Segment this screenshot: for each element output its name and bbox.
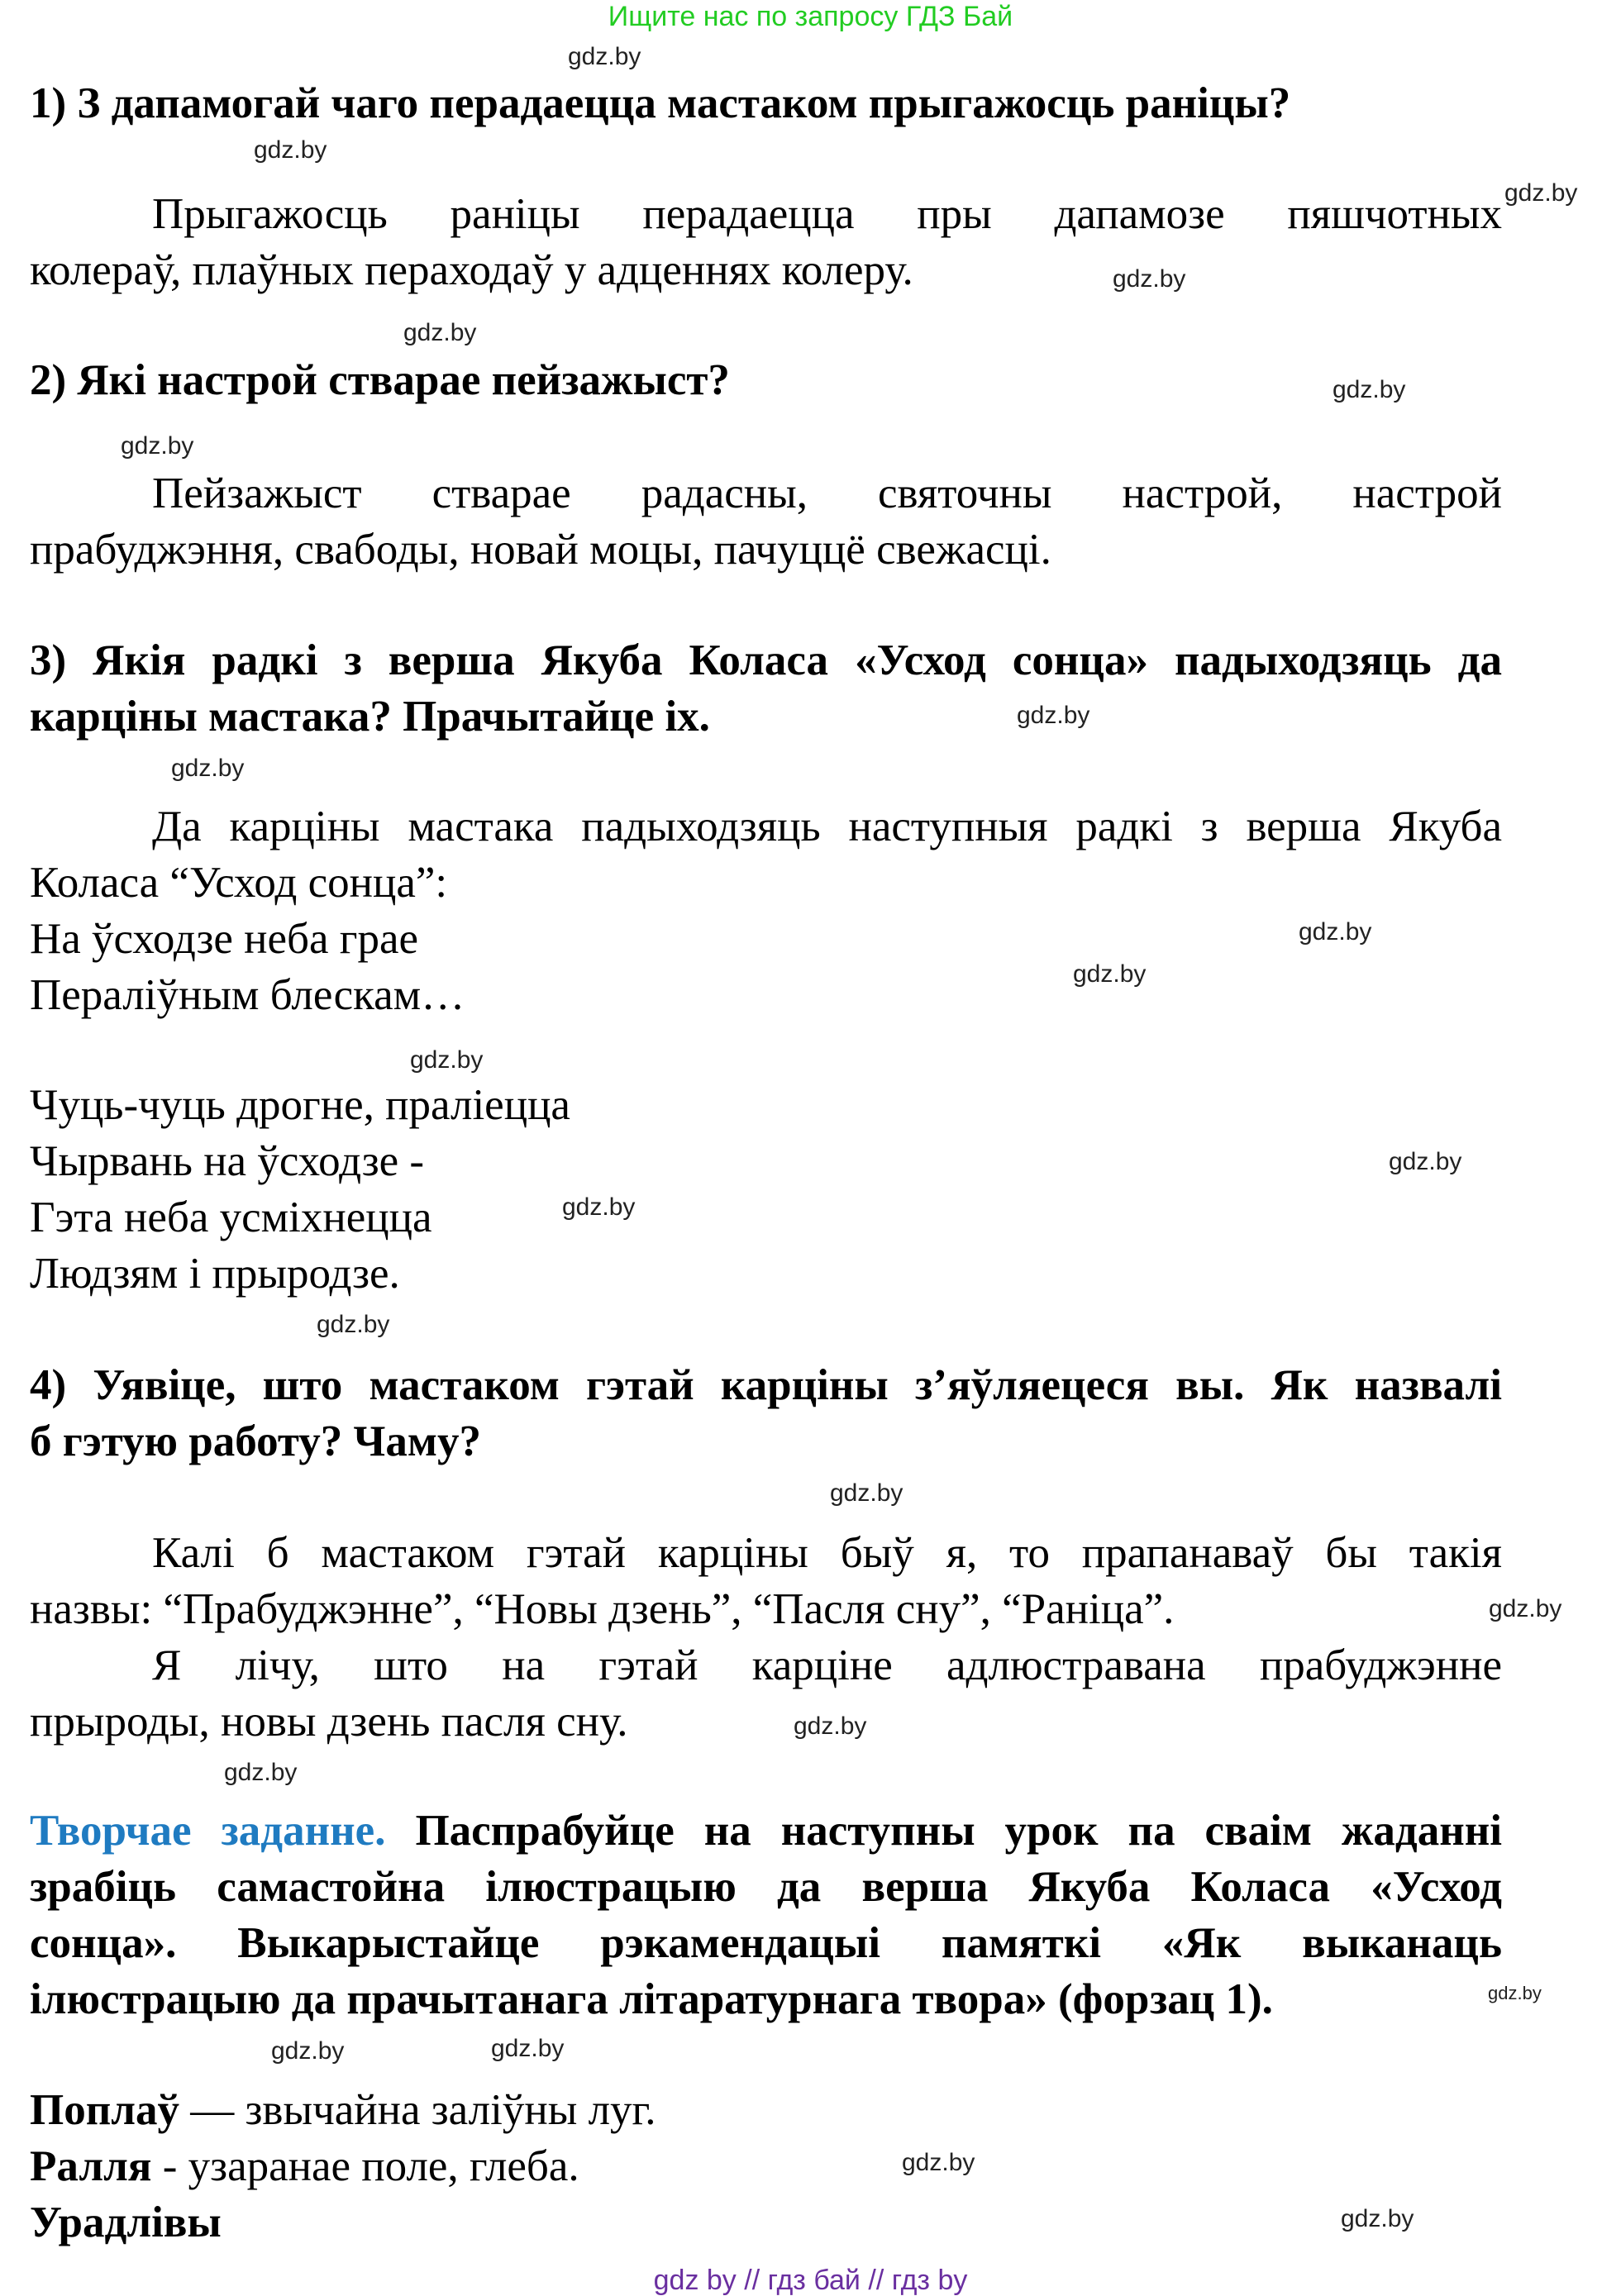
glossary-item	[30, 2138, 1502, 2194]
task-line: сонца». Выкарыстайце рэкамендацыі памяткі «Як выканаць	[30, 1919, 1502, 1967]
answer-line: прабуджэння, свабоды, новай моцы, пачуццё свежасці.	[30, 526, 1051, 574]
poem-stanza	[30, 1077, 1502, 1302]
watermark: gdz.by	[1333, 376, 1406, 403]
answer-2	[30, 465, 1502, 578]
watermark: gdz.by	[794, 1712, 867, 1740]
watermark: gdz.by	[403, 319, 477, 346]
watermark: gdz.by	[1073, 960, 1147, 988]
watermark: gdz.by	[410, 1046, 484, 1074]
question-3	[30, 632, 1502, 745]
task-text: Паспрабуйце на наступны урок па сваім жаданні	[415, 1807, 1503, 1855]
footer-links: gdz by // гдз бай // гдз by	[653, 2265, 968, 2296]
watermark: gdz.by	[1341, 2205, 1414, 2232]
question-4	[30, 1357, 1502, 1470]
watermark: gdz.by	[1489, 1595, 1562, 1622]
question-text: 3) Якія радкі з верша Якуба Коласа «Усход сонца» падыходзяць да	[30, 636, 1502, 684]
question-1	[30, 75, 1502, 131]
answer-line: Я лічу, што на гэтай карціне адлюстравана прабуджэнне	[152, 1641, 1502, 1689]
task-line	[30, 1803, 1502, 1859]
answer-line: Да карціны мастака падыходзяць наступныя радкі з верша Якуба	[152, 803, 1502, 850]
poem-line: Гэта неба усміхнецца	[30, 1193, 432, 1241]
watermark: gdz.by	[562, 1193, 636, 1221]
watermark: gdz.by	[224, 1759, 298, 1786]
search-hint-header: Ищите нас по запросу ГДЗ Бай	[608, 1, 1013, 32]
answer-1	[30, 186, 1502, 298]
answer-line: Прыгажосць раніцы перадаецца пры дапамозе пяшчотных	[152, 190, 1502, 238]
answer-4	[30, 1525, 1502, 1750]
watermark: gdz.by	[1113, 265, 1186, 293]
answer-line: назвы: “Прабуджэнне”, “Новы дзень”, “Пасля сну”, “Раніца”.	[30, 1585, 1175, 1633]
answer-line: прыроды, новы дзень пасля сну.	[30, 1698, 628, 1746]
glossary-term: Урадлівы	[30, 2198, 222, 2246]
glossary-item	[30, 2194, 1502, 2251]
answer-3	[30, 798, 1502, 1023]
watermark: gdz.by	[1017, 702, 1090, 729]
task-line: зрабіць самастойна ілюстрацыю да верша Якуба Коласа «Усход	[30, 1863, 1502, 1911]
answer-line: колераў, плаўных пераходаў у адценнях колеру.	[30, 246, 913, 294]
glossary-definition: — звычайна заліўны луг.	[179, 2086, 656, 2134]
question-text: б гэтую работу? Чаму?	[30, 1417, 481, 1465]
question-text: 4) Уявіце, што мастаком гэтай карціны з’яўляецеся вы. Як назвалі	[30, 1361, 1502, 1409]
watermark: gdz.by	[1504, 179, 1578, 207]
glossary-term: Поплаў	[30, 2086, 179, 2134]
poem-line: Людзям і прыродзе.	[30, 1250, 400, 1298]
poem-line: На ўсходзе неба грае	[30, 915, 419, 963]
creative-task	[30, 1803, 1502, 2027]
watermark: gdz.by	[271, 2037, 345, 2065]
watermark: gdz.by	[121, 432, 194, 460]
question-text: 1) З дапамогай чаго перадаецца мастаком прыгажосць раніцы?	[30, 79, 1291, 127]
answer-line: Коласа “Усход сонца”:	[30, 859, 448, 907]
watermark: gdz.by	[568, 43, 641, 70]
watermark: gdz.by	[254, 136, 327, 164]
glossary-term: Ралля	[30, 2142, 152, 2190]
glossary	[30, 2082, 1502, 2251]
question-text: 2) Які настрой стварае пейзажыст?	[30, 356, 730, 404]
glossary-item	[30, 2082, 1502, 2138]
poem-line: Чуць-чуць дрогне, праліецца	[30, 1081, 570, 1129]
watermark: gdz.by	[171, 755, 245, 782]
watermark: gdz.by	[830, 1479, 903, 1507]
watermark: gdz.by	[902, 2149, 975, 2176]
watermark: gdz.by	[1488, 1983, 1542, 2003]
question-text: карціны мастака? Прачытайце іх.	[30, 693, 710, 741]
watermark: gdz.by	[1389, 1148, 1462, 1175]
watermark: gdz.by	[317, 1311, 390, 1338]
task-label: Творчае заданне.	[30, 1807, 386, 1855]
watermark: gdz.by	[1299, 918, 1372, 946]
answer-line: Пейзажыст стварае радасны, святочны настрой, настрой	[152, 469, 1502, 517]
poem-line: Пераліўным блескам…	[30, 971, 465, 1019]
task-line: ілюстрацыю да прачытанага літаратурнага твора» (форзац 1).	[30, 1975, 1273, 2023]
glossary-definition: - узаранае поле, глеба.	[151, 2142, 579, 2190]
question-2	[30, 352, 1502, 408]
answer-line: Калі б мастаком гэтай карціны быў я, то прапанаваў бы такія	[152, 1529, 1502, 1577]
watermark: gdz.by	[491, 2035, 565, 2062]
poem-line: Чырвань на ўсходзе -	[30, 1137, 425, 1185]
